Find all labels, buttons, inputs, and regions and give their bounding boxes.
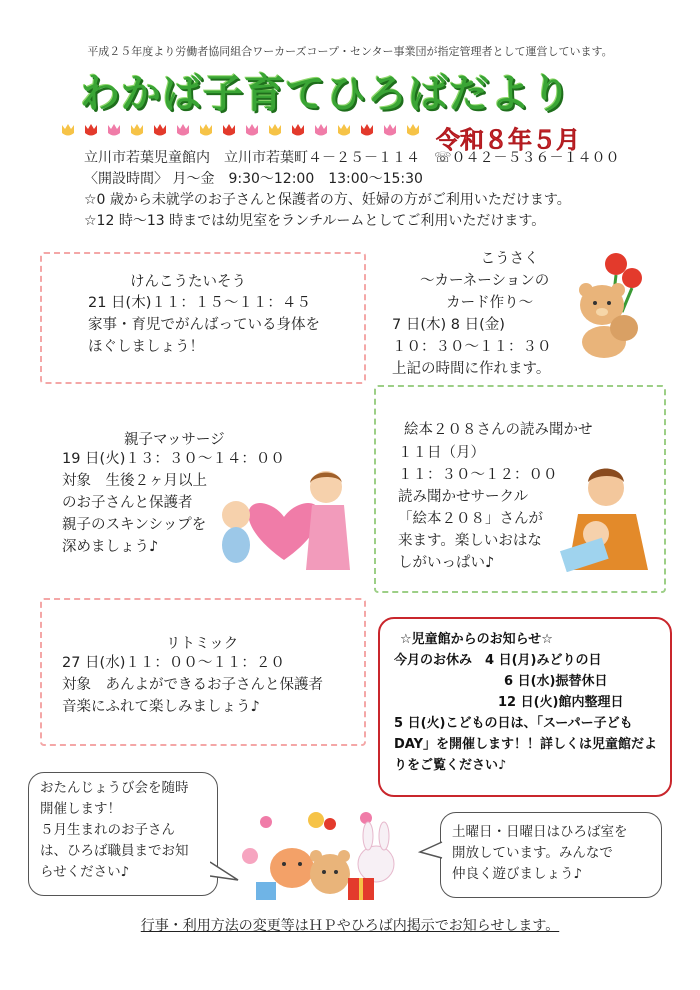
lunchroom-line: ☆12 時～13 時までは幼児室をランチルームとしてご利用いただけます。: [84, 213, 546, 229]
eligibility-line: ☆0 歳から未就学のお子さんと保護者の方、妊婦の方がご利用いただけます。: [84, 192, 571, 208]
notice-event1: 5 日(火)こどもの日は、「スーパー子ども: [394, 716, 633, 731]
tulip-icon: [200, 124, 212, 136]
notice-holiday2: 6 日(水)振替休日: [504, 674, 608, 689]
ehon-desc3: 来ます。楽しいおはな: [398, 533, 542, 549]
tulip-icon: [407, 124, 419, 136]
hours-line: 〈開設時間〉 月～金 9:30～12:00 13:00～15:30: [84, 171, 423, 187]
weekend-l2: 開放しています。みんなで: [452, 845, 613, 861]
tulip-icon: [384, 124, 396, 136]
tulip-icon: [361, 124, 373, 136]
birthday-l5: らせください♪: [40, 864, 130, 880]
rythmic-target: 対象 あんよができるお子さんと保護者: [62, 677, 323, 693]
weekend-bubble-tail: [418, 840, 444, 862]
weekend-l3: 仲良く遊びましょう♪: [452, 866, 583, 882]
ehon-text: [398, 442, 558, 574]
ehon-time: １１：３０～１２：００: [398, 467, 558, 483]
kousaku-text: [392, 314, 552, 380]
tulip-icon: [154, 124, 166, 136]
birthday-l3: ５月生まれのお子さん: [40, 822, 175, 838]
notice-event3: りをご覧ください♪: [394, 758, 507, 773]
kousaku-date: 7 日(木) 8 日(金): [392, 317, 505, 333]
birthday-l1: おたんじょうび会を随時: [40, 780, 189, 796]
footer-note: 行事・利用方法の変更等はＨＰやひろば内掲示でお知らせします。: [140, 918, 560, 934]
weekend-text: [452, 822, 628, 885]
ehon-desc1: 読み聞かせサークル: [398, 489, 529, 505]
address-line: 立川市若葉児童館内 立川市若葉町４－２５－１１４ ☏０４２－５３６－１４００: [84, 150, 620, 166]
rythmic-text: [62, 652, 323, 718]
jidoukan-notice: [378, 617, 672, 797]
tulip-icon: [315, 124, 327, 136]
tulip-icon: [338, 124, 350, 136]
kousaku-title-1: こうさく: [480, 251, 539, 267]
rythmic-desc: 音楽にふれて楽しみましょう♪: [62, 699, 260, 715]
mother-baby-heart-illustration: [214, 465, 354, 575]
rythmic-date: 27 日(水)１１：００～１１：２０: [62, 655, 285, 671]
kenkou-desc1: 家事・育児でがんばっている身体を: [88, 317, 320, 333]
tulip-icon: [246, 124, 258, 136]
massage-target2: のお子さんと保護者: [62, 495, 193, 511]
birthday-l4: は、ひろば職員までお知: [40, 843, 189, 859]
kenkou-date: 21 日(木)１１：１５～１１：４５: [88, 295, 311, 311]
tulip-icon: [108, 124, 120, 136]
massage-title: 親子マッサージ: [124, 432, 225, 448]
newsletter-title: わかば子育てひろばだより: [80, 71, 572, 117]
animals-birthday-illustration: [236, 812, 416, 904]
notice-holiday1: 今月のお休み 4 日(月)みどりの日: [394, 653, 602, 668]
tulip-icon: [85, 124, 97, 136]
tulip-icon: [223, 124, 235, 136]
tulip-icon: [292, 124, 304, 136]
tulip-icon: [269, 124, 281, 136]
kousaku-title: [420, 248, 549, 314]
massage-desc2: 深めましょう♪: [62, 539, 159, 555]
weekend-l1: 土曜日・日曜日はひろば室を: [452, 824, 628, 840]
birthday-l2: 開催します！: [40, 801, 121, 817]
newsletter-date: 令和８年５月: [436, 126, 580, 154]
massage-date: 19 日(火)１３：３０～１４：００: [62, 451, 285, 467]
kenkou-desc2: ほぐしましょう！: [88, 339, 204, 355]
tulip-icon: [62, 124, 74, 136]
ehon-title: 絵本２０８さんの読み聞かせ: [404, 422, 593, 438]
tulip-icon: [177, 124, 189, 136]
kenkou-text: [88, 292, 320, 358]
father-reading-illustration: [556, 462, 656, 572]
kenkou-title: けんこうたいそう: [130, 274, 246, 290]
bear-carnation-illustration: [566, 250, 666, 360]
kousaku-desc: 上記の時間に作れます。: [392, 361, 551, 377]
birthday-text: [40, 778, 189, 883]
massage-desc1: 親子のスキンシップを: [62, 517, 207, 533]
facility-info: [84, 148, 620, 232]
tulip-icon: [131, 124, 143, 136]
notice-event2: DAY」を開催します！！詳しくは児童館だよ: [394, 737, 658, 752]
massage-target1: 対象 生後２ヶ月以上: [62, 473, 207, 489]
ehon-desc2: 「絵本２０８」さんが: [398, 511, 543, 527]
kousaku-time: １０：３０～１１：３０: [392, 339, 552, 355]
kousaku-title-3: カード作り～: [446, 295, 534, 311]
ehon-date: １１日（月）: [398, 445, 485, 461]
ehon-desc4: しがいっぱい♪: [398, 555, 495, 571]
rythmic-title: リトミック: [166, 636, 239, 652]
tulip-row-decoration: [58, 121, 428, 139]
notice-holiday3: 12 日(火)館内整理日: [498, 695, 624, 710]
notice-heading: ☆児童館からのお知らせ☆: [400, 632, 553, 647]
operator-note: 平成２５年度より労働者協同組合ワーカーズコープ・センター事業団が指定管理者として運営しています。: [87, 45, 613, 58]
kousaku-title-2: ～カーネーションの: [420, 273, 550, 289]
